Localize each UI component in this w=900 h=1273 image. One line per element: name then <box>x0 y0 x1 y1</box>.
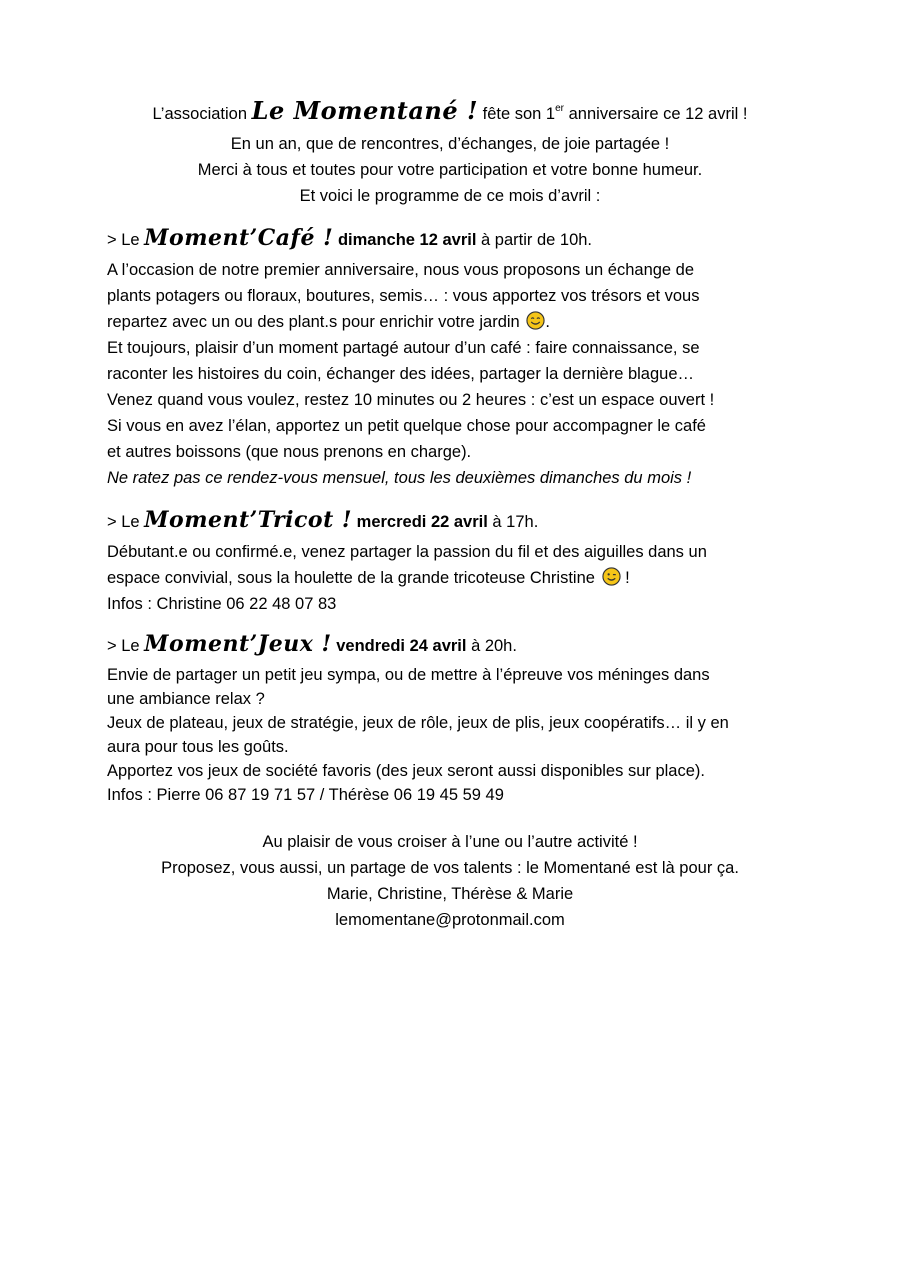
cafe-line <box>107 309 807 335</box>
cafe-time: à partir de 10h. <box>481 231 593 249</box>
cafe-date: dimanche 12 avril <box>337 231 477 249</box>
wink-icon <box>602 567 621 586</box>
cafe-line: Si vous en avez l’élan, apportez un petit quelque chose pour accompagner le café <box>107 417 706 435</box>
tricot-title <box>107 505 807 537</box>
closing-line: Au plaisir de vous croiser à l’une ou l’autre activité ! <box>262 833 638 851</box>
jeux-line: Envie de partager un petit jeu sympa, ou de mettre à l’épreuve vos méninges dans <box>107 666 710 684</box>
tricot-line <box>107 565 807 591</box>
cafe-brand: Moment’Café ! <box>144 225 334 251</box>
intro-mid: fête son 1 <box>482 105 556 123</box>
intro-suffix: anniversaire ce 12 avril ! <box>568 105 748 123</box>
cafe-line-text: repartez avec un ou des plant.s pour enrichir votre jardin <box>107 313 520 331</box>
cafe-prefix: > Le <box>107 231 140 249</box>
section-jeux <box>107 629 807 807</box>
tricot-line-text: espace convivial, sous la houlette de la grande tricoteuse Christine <box>107 569 595 587</box>
cafe-line: Et toujours, plaisir d’un moment partagé autour d’un café : faire connaissance, se <box>107 339 700 357</box>
section-tricot <box>107 505 807 617</box>
cafe-line: plants potagers ou floraux, boutures, semis… : vous apportez vos trésors et vous <box>107 287 700 305</box>
intro-headline <box>0 96 900 129</box>
jeux-line: aura pour tous les goûts. <box>107 738 289 756</box>
closing <box>0 829 900 933</box>
tricot-prefix: > Le <box>107 513 140 531</box>
brand-logo-text: Le Momentané ! <box>251 96 479 125</box>
tricot-brand: Moment’Tricot ! <box>144 507 353 533</box>
intro-line: En un an, que de rencontres, d’échanges, de joie partagée ! <box>230 135 670 153</box>
cafe-line: A l’occasion de notre premier anniversaire, nous vous proposons un échange de <box>107 261 695 279</box>
jeux-line: Apportez vos jeux de société favoris (des jeux seront aussi disponibles sur place). <box>107 762 705 780</box>
tricot-infos: Infos : Christine 06 22 48 07 83 <box>107 595 337 613</box>
jeux-brand: Moment’Jeux ! <box>144 631 332 657</box>
intro-sup: er <box>555 103 565 114</box>
tricot-line-end: ! <box>625 569 630 587</box>
cafe-line: raconter les histoires du coin, échanger des idées, partager la dernière blague… <box>107 365 695 383</box>
jeux-line: une ambiance relax ? <box>107 690 265 708</box>
jeux-line: Jeux de plateau, jeux de stratégie, jeux de rôle, jeux de plis, jeux coopératifs… il y en <box>107 714 729 732</box>
tricot-date: mercredi 22 avril <box>356 513 488 531</box>
jeux-infos: Infos : Pierre 06 87 19 71 57 / Thérèse 06 19 45 59 49 <box>107 786 504 804</box>
intro <box>0 96 900 209</box>
cafe-line-end: . <box>545 313 550 331</box>
cafe-line: et autres boissons (que nous prenons en charge). <box>107 443 472 461</box>
cafe-title <box>107 223 807 255</box>
cafe-italic-line: Ne ratez pas ce rendez-vous mensuel, tous les deuxièmes dimanches du mois ! <box>107 469 692 487</box>
jeux-time: à 20h. <box>471 637 517 655</box>
jeux-date: vendredi 24 avril <box>336 637 467 655</box>
cafe-line: Venez quand vous voulez, restez 10 minutes ou 2 heures : c’est un espace ouvert ! <box>107 391 715 409</box>
smiley-icon <box>526 311 545 330</box>
intro-line: Merci à tous et toutes pour votre participation et votre bonne humeur. <box>197 161 703 179</box>
tricot-line: Débutant.e ou confirmé.e, venez partager la passion du fil et des aiguilles dans un <box>107 543 707 561</box>
intro-line: Et voici le programme de ce mois d’avril : <box>299 187 601 205</box>
intro-prefix: L’association <box>152 105 248 123</box>
jeux-prefix: > Le <box>107 637 140 655</box>
tricot-time: à 17h. <box>492 513 539 531</box>
signature: Marie, Christine, Thérèse & Marie <box>326 885 574 903</box>
section-cafe <box>107 223 807 491</box>
closing-line: Proposez, vous aussi, un partage de vos talents : le Momentané est là pour ça. <box>161 859 739 877</box>
contact-email[interactable]: lemomentane@protonmail.com <box>335 911 565 929</box>
jeux-title <box>107 629 807 661</box>
